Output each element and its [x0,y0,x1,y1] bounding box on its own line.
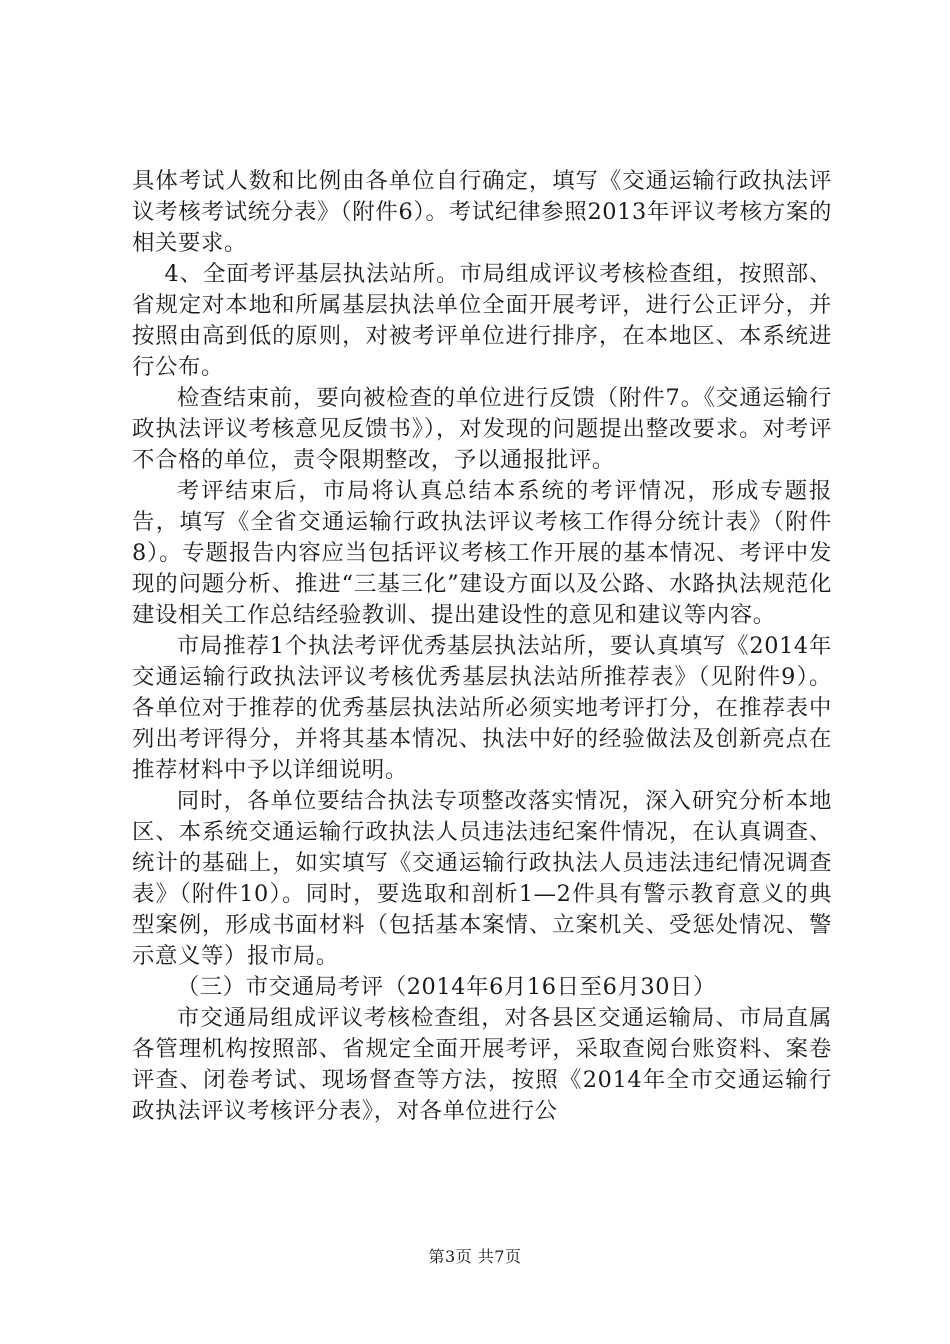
section-heading-city-evaluation: （三）市交通局考评（2014年6月16日至6月30日） [176,974,717,1000]
paragraph-recommendation: 市局推荐1个执法考评优秀基层执法站所，要认真填写《2014年交通运输行政执法评议考核优秀基层执法站所推荐表》（见附件9）。各单位对于推荐的优秀基层执法站所必须实地考评打分，在推荐表中列出考评得分，并将其基本情况、执法中好的经验做法及创新亮点在推荐材料中予以详细说明。 [132,633,832,783]
paragraph-exam-count: 具体考试人数和比例由各单位自行确定，填写《交通运输行政执法评议考核考试统分表》（附件6）。考试纪律参照2013年评议考核方案的相关要求。 [132,168,832,256]
paragraph-summary-report: 考评结束后，市局将认真总结本系统的考评情况，形成专题报告，填写《全省交通运输行政执法评议考核工作得分统计表》（附件8）。专题报告内容应当包括评议考核工作开展的基本情况、考评中发现的问题分析、推进“三基三化”建设方面以及公路、水路执法规范化建设相关工作总结经验教训、提出建设性的意见和建议等内容。 [132,478,832,628]
paragraph-item-4: 4、全面考评基层执法站所。市局组成评议考核检查组，按照部、省规定对本地和所属基层执法单位全面开展考评，进行公正评分，并按照由高到低的原则，对被考评单位进行排序，在本地区、本系统进行公布。 [132,261,832,380]
paragraph-violation-survey: 同时，各单位要结合执法专项整改落实情况，深入研究分析本地区、本系统交通运输行政执法人员违法违纪案件情况，在认真调查、统计的基础上，如实填写《交通运输行政执法人员违法违纪情况调查表》（附件10）。同时，要选取和剖析1—2件具有警示教育意义的典型案例，形成书面材料（包括基本案情、立案机关、受惩处情况、警示意义等）报市局。 [132,788,832,969]
paragraph-city-inspection: 市交通局组成评议考核检查组，对各县区交通运输局、市局直属各管理机构按照部、省规定全面开展考评，采取查阅台账资料、案卷评查、闭卷考试、现场督查等方法，按照《2014年全市交通运输行政执法评议考核评分表》，对各单位进行公 [132,1005,832,1124]
page-footer: 第3页 共7页 [428,1247,522,1266]
paragraph-feedback: 检查结束前，要向被检查的单位进行反馈（附件7。《交通运输行政执法评议考核意见反馈书》），对发现的问题提出整改要求。对考评不合格的单位，责令限期整改，予以通报批评。 [132,385,832,473]
document-body [132,166,832,1127]
